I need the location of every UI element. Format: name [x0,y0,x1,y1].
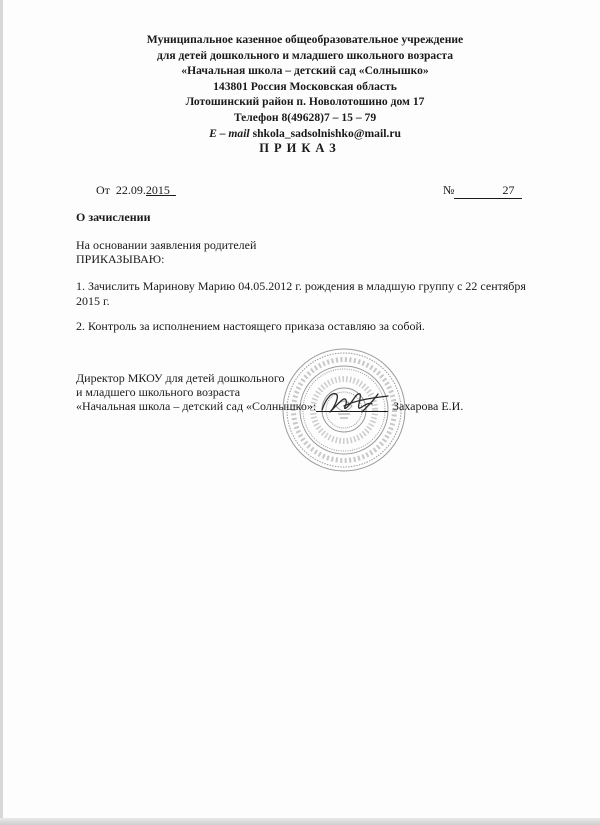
letterhead-line: «Начальная школа – детский сад «Солнышко» [181,64,429,78]
letterhead-line: Муниципальное казенное общеобразовательное учреждение [146,33,464,46]
scan-edge-left [0,0,3,825]
order-number [443,183,522,199]
letterhead-line: 143801 Россия Московская область [213,79,397,93]
signatory-name: Захарова Е.И. [393,399,464,413]
order-title: ПРИКАЗ [259,141,341,155]
order-date [96,183,176,198]
handwritten-signature [316,386,396,420]
letterhead-line: Телефон 8(49628)7 – 15 – 79 [233,110,377,124]
letterhead-line: Лотошинский район п. Новолотошино дом 17 [185,95,425,109]
letterhead [100,32,510,141]
email-label: E – mail [209,126,250,140]
decree-word: ПРИКАЗЫВАЮ: [76,252,165,266]
date-value: 22.09. [115,183,146,197]
date-year: 2015 [145,183,170,197]
number-value: 27 [494,183,522,199]
signatory-line: «Начальная школа – детский сад «Солнышко»: [76,398,317,413]
letterhead-line: для детей дошкольного и младшего школьного возраста [156,48,454,62]
email-address: shkola_sadsolnishko@mail.ru [252,126,401,140]
order-item-1: 1. Зачислить Маринову Марию 04.05.2012 г. рождения в младшую группу с 22 сентября 2015 г. [76,279,526,308]
order-item-2: 2. Контроль за исполнением настоящего приказа оставляю за собой. [76,319,425,333]
signatory-line: и младшего школьного возраста [76,384,241,399]
number-blank [454,183,494,199]
signatory-line: Директор МКОУ для детей дошкольного [76,371,285,385]
date-prefix: От [96,183,110,197]
signatory-position [76,372,336,413]
number-sign: № [443,183,455,197]
letterhead-email-line [100,126,510,142]
basis-text: На основании заявления родителей [76,238,257,252]
order-subject: О зачислении [76,210,151,224]
scan-edge-bottom [0,818,600,825]
